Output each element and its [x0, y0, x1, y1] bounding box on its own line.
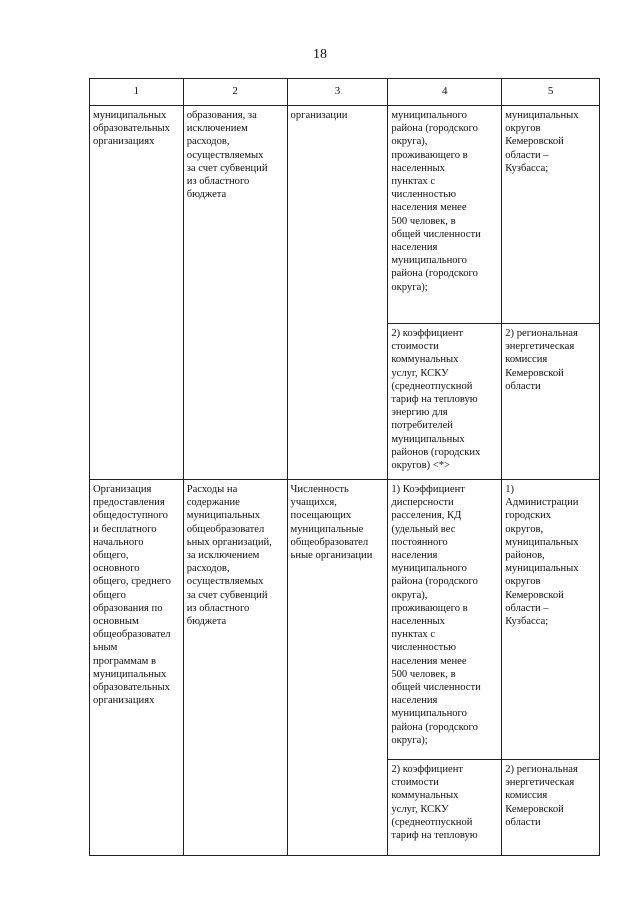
block1-col1-cell: муниципальных образовательных организациях — [90, 106, 184, 480]
header-cell-4: 4 — [388, 79, 502, 106]
table-row — [90, 106, 600, 324]
header-cell-2: 2 — [183, 79, 287, 106]
table-row — [90, 480, 600, 760]
data-table — [89, 78, 600, 856]
table-header-row — [90, 79, 600, 106]
block2-col5-cell-1: 1) Администрации городских округов, муниципальных районов, муниципальных округов Кемеровской области – Кузбасса; — [502, 480, 600, 760]
block2-col1-cell: Организация предоставления общедоступного и бесплатного начального общего, основного общего, среднего общего образования по основным общеобразовател ьным программам в муниципальных образовательных организациях — [90, 480, 184, 856]
header-cell-5: 5 — [502, 79, 600, 106]
block2-col5-cell-2: 2) региональная энергетическая комиссия Кемеровской области — [502, 760, 600, 856]
header-cell-3: 3 — [287, 79, 388, 106]
header-cell-1: 1 — [90, 79, 184, 106]
block1-col2-cell: образования, за исключением расходов, осуществляемых за счет субвенций из областного бюджета — [183, 106, 287, 480]
block2-col2-cell: Расходы на содержание муниципальных общеобразовател ьных организаций, за исключением расходов, осуществляемых за счет субвенций из областного бюджета — [183, 480, 287, 856]
block2-col4-cell-2: 2) коэффициент стоимости коммунальных услуг, КСКУ (среднеотпускной тариф на тепловую — [388, 760, 502, 856]
block1-col4-cell-2: 2) коэффициент стоимости коммунальных услуг, КСКУ (среднеотпускной тариф на тепловую энергию для потребителей муниципальных районов (городских округов) <*> — [388, 324, 502, 480]
block1-col5-cell-2: 2) региональная энергетическая комиссия Кемеровской области — [502, 324, 600, 480]
block1-col5-cell-1: муниципальных округов Кемеровской области – Кузбасса; — [502, 106, 600, 324]
block2-col4-cell-1: 1) Коэффициент дисперсности расселения, КД (удельный вес постоянного населения муниципального района (городского округа), проживающего в населенных пунктах с численностью населения менее 500 человек, в общей численности населения муниципального района (городского округа); — [388, 480, 502, 760]
page-number: 18 — [313, 47, 327, 62]
block1-col4-cell-1: муниципального района (городского округа), проживающего в населенных пунктах с численностью населения менее 500 человек, в общей численности населения муниципального района (городского округа); — [388, 106, 502, 324]
block2-col3-cell: Численность учащихся, посещающих муниципальные общеобразовател ьные организации — [287, 480, 388, 856]
block1-col3-cell: организации — [287, 106, 388, 480]
